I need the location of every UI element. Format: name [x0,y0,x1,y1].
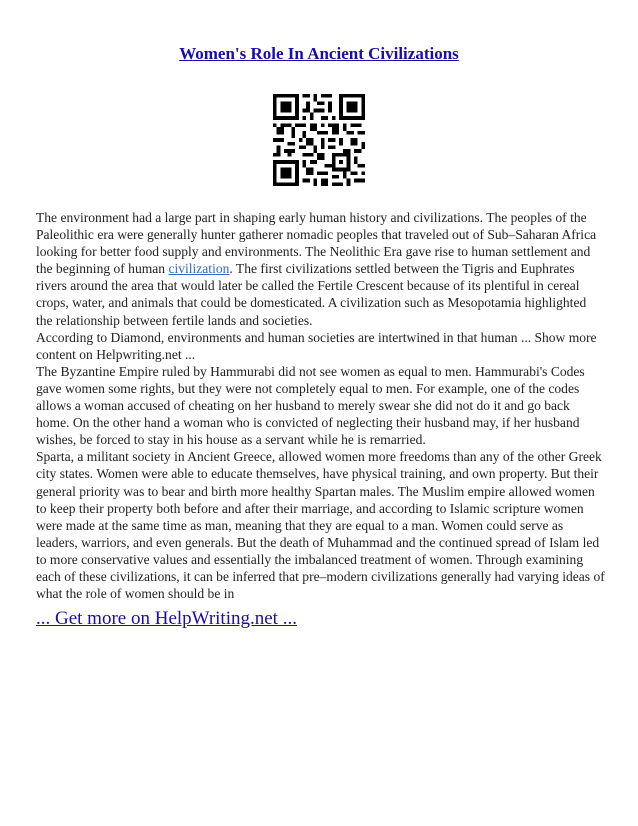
qr-code-graphic [273,94,365,186]
civilization-link[interactable]: civilization [168,261,230,277]
paragraph-environment-text-cont: . The first civilizations settled between the Tigris and Euphrates rivers around the area that would later be called the Fertile Crescent because of its plentiful in cereal crops, water, and animals that could be domesticated. A civilization such as Mesopotamia highlighted the relationship between fertile lands and societies. [36,261,587,328]
article-body [36,209,605,602]
document-title-link[interactable]: Women's Role In Ancient Civilizations [179,44,459,63]
paragraph-diamond: According to Diamond, environments and human societies are intertwined in that human ... Show more content on Helpwriting.net ... [36,329,597,362]
get-more-link[interactable]: ... Get more on HelpWriting.net ... [36,608,297,629]
paragraph-byzantine: The Byzantine Empire ruled by Hammurabi did not see women as equal to men. Hammurabi's Codes gave women some rights, but they were not completely equal to men. For example, one of the codes allows a woman accused of cheating on her husband to merely swear she did not do it and go back home. On the other hand a woman who is convicted of neglecting their husband may, if her husband wishes, be forced to stay in his house as a servant while he is remarried. [36,363,585,448]
qr-code-icon [273,94,365,186]
paragraph-environment-text: The environment had a large part in shaping early human history and civilizations. The peoples of the Paleolithic era were generally hunter gatherer nomadic peoples that traveled out of Sub–Saharan Africa looking for better food supply and environments. The Neolithic Era gave rise to human settlement and the beginning of human [36,210,597,277]
paragraph-sparta: Sparta, a militant society in Ancient Greece, allowed women more freedoms than any of the other Greek city states. Women were able to educate themselves, have physical training, and own property. But their general priority was to bear and birth more healthy Spartan males. The Muslim empire allowed women to keep their property both before and after their marriage, and according to Islamic scripture women were made at the same time as man, meaning that they are equal to a man. Women could serve as leaders, warriors, and even generals. But the death of Muhammad and the continued spread of Islam led to more conservative values and essentially the imbalanced treatment of women. Through examining each of these civilizations, it can be inferred that pre–modern civilizations generally had varying ideas of what the role of women should be in [36,449,605,602]
paragraph-environment [36,209,605,329]
